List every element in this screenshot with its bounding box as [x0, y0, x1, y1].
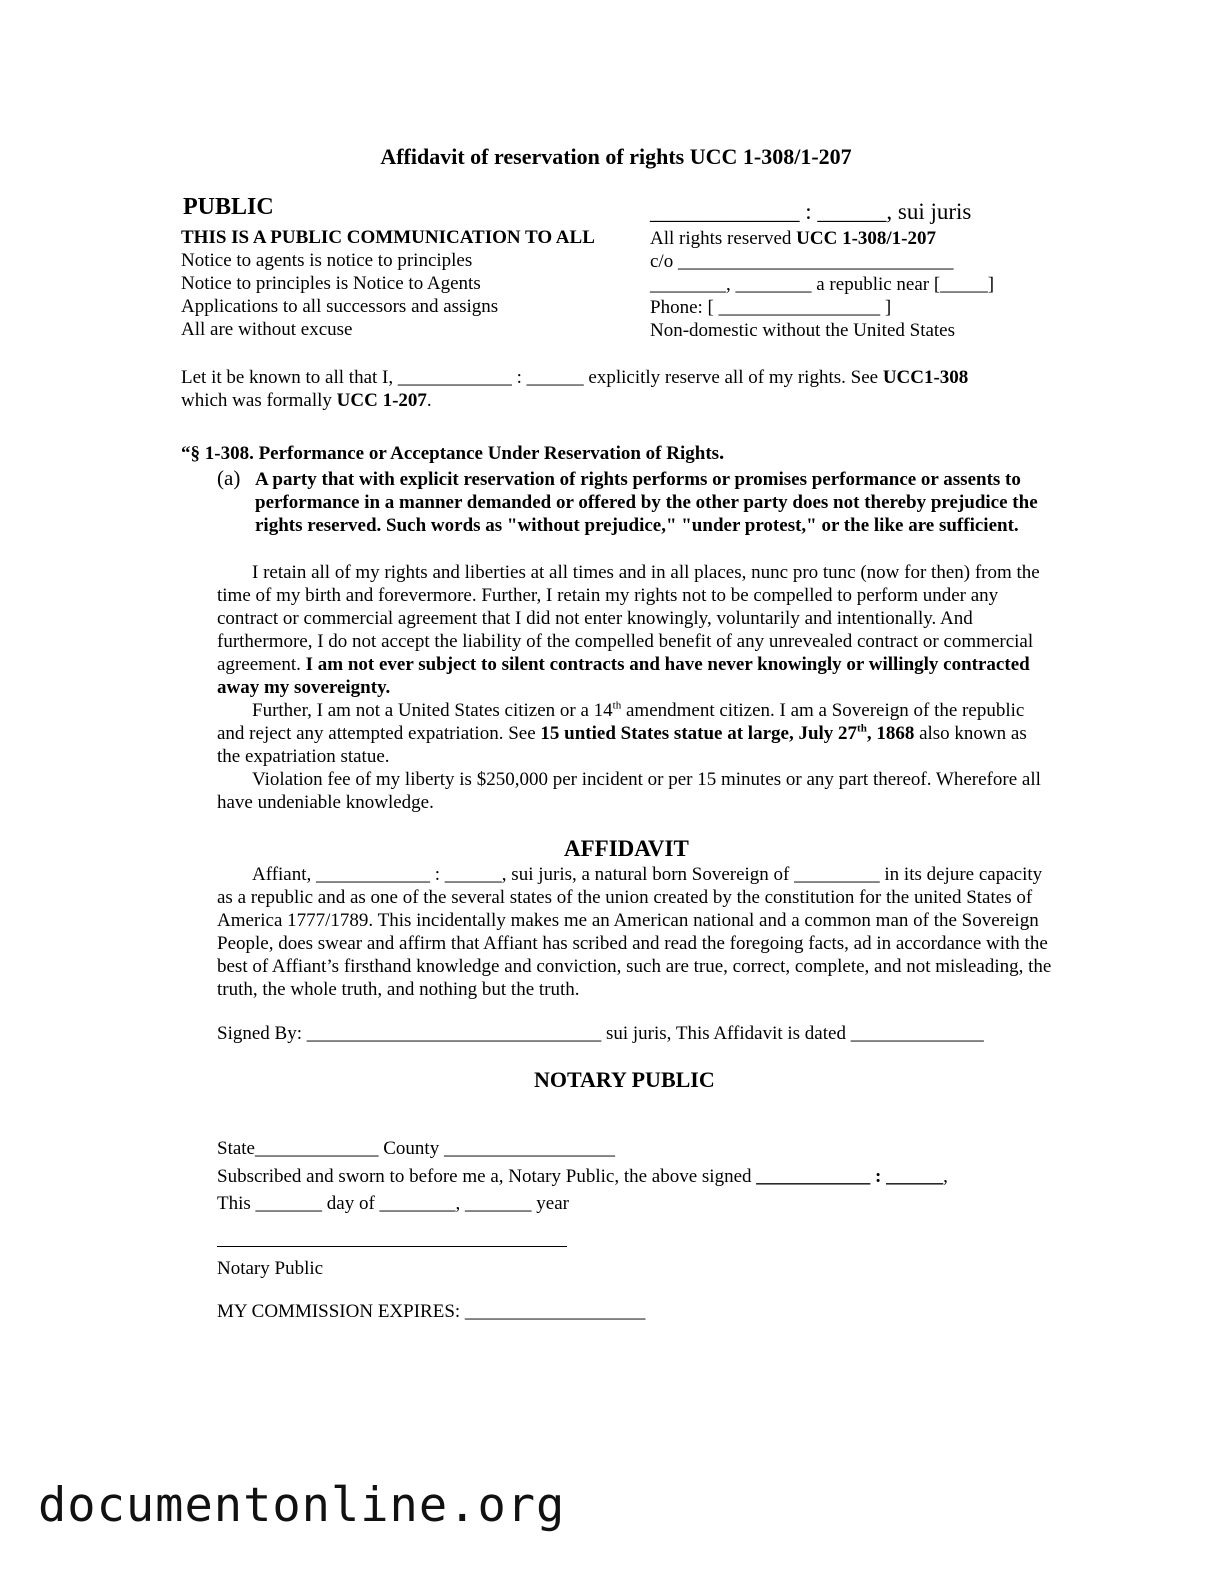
phone-line: Phone: [ _________________ ] [650, 297, 892, 318]
document-title: Affidavit of reservation of rights UCC 1-308/1-207 [380, 144, 852, 169]
address-block [650, 227, 994, 342]
subscribed-text: Subscribed and sworn to before me a, Notary Public, the above signed [217, 1166, 757, 1187]
ucc-1207-ref: UCC 1-207 [336, 390, 427, 411]
affidavit-body [217, 863, 1052, 1001]
citizenship-text-3: also known as the expatriation statue. [217, 723, 1027, 767]
date-line: This _______ day of ________, _______ year [217, 1193, 569, 1214]
let-known-paragraph [181, 366, 968, 412]
let-known-line-2 [181, 389, 968, 412]
name-sui-juris-line: _____________ : ______, sui juris [650, 199, 972, 224]
let-known-line-1 [181, 366, 968, 389]
notary-heading: NOTARY PUBLIC [534, 1067, 715, 1092]
site-watermark: documentonline.org [38, 1478, 566, 1533]
rights-ucc: UCC 1-308/1-207 [796, 228, 937, 249]
subscribed-name-blank: ____________ : ______ [756, 1166, 944, 1187]
subsection-a-text: A party that with explicit reservation of rights performs or promises performance or assents to performance in a manner demanded or offered by the other party does not thereby prejudice the rights reserved. Such words as "without prejudice," "under protest," or the like are sufficient. [255, 469, 1038, 536]
notary-signature-line [217, 1246, 567, 1247]
notices-heading: THIS IS A PUBLIC COMMUNICATION TO ALL [181, 227, 595, 248]
rights-reserved-line [650, 227, 994, 250]
subscribed-line [217, 1165, 948, 1188]
period: . [426, 390, 432, 411]
notice-line: Notice to agents is notice to principles [181, 250, 473, 271]
care-of-line: c/o _____________________________ [650, 251, 954, 272]
violation-fee-paragraph: Violation fee of my liberty is $250,000 per incident or per 15 minutes or any part thereof. Wherefore all have undeniable knowledge. [217, 769, 1041, 813]
affidavit-heading: AFFIDAVIT [564, 836, 689, 861]
affidavit-text: Affiant, ____________ : ______, sui juris, a natural born Sovereign of _________ in its dejure capacity as a republic and as one of the several states of the union created by the constitution for the united States of America 1777/1789. This incidentally makes me an American national and a common man of the Sovereign People, does swear and affirm that Affiant has scribed and read the foregoing facts, ad in accordance with the best of Affiant’s firsthand knowledge and conviction, such are true, correct, complete, and not misleading, the truth, the whole truth, and nothing but the truth. [217, 864, 1052, 1000]
let-known-text: Let it be known to all that I, ____________ : ______ explicitly reserve all of my rights. See [181, 367, 883, 388]
section-heading-text: “§ 1-308. Performance or Acceptance Under Reservation of Rights [181, 443, 720, 464]
public-label: PUBLIC [183, 194, 274, 220]
notary-public-label: Notary Public [217, 1258, 324, 1279]
statute-reference [540, 723, 914, 744]
formerly-text: which was formally [181, 390, 337, 411]
notice-line: Applications to all successors and assigns [181, 296, 499, 317]
section-heading-dot: . [719, 440, 725, 464]
subscribed-comma: , [943, 1166, 948, 1187]
ucc-1308-ref: UCC1-308 [882, 367, 969, 388]
citizenship-text-2: amendment citizen. I am a Sovereign of the republic and reject any attempted expatriation. See [217, 700, 1025, 744]
superscript: th [857, 722, 867, 735]
rights-prefix: All rights reserved [650, 228, 797, 249]
silent-contracts-statement: I am not ever subject to silent contracts and have never knowingly or willingly contracted away my sovereignty. [217, 654, 1030, 698]
retain-rights-paragraph [217, 561, 1047, 699]
notice-line: All are without excuse [181, 319, 353, 340]
citizenship-text: Further, I am not a United States citizen or a 14 [252, 700, 613, 721]
state-county-line: State_____________ County __________________ [217, 1138, 615, 1159]
republic-line: ________, ________ a republic near [_____] [650, 274, 995, 295]
statute-year: , 1868 [866, 723, 915, 744]
subsection-a-label: (a) [217, 466, 241, 490]
commission-expires-line: MY COMMISSION EXPIRES: ___________________ [217, 1301, 646, 1322]
notices-block [181, 226, 595, 341]
section-heading [181, 441, 724, 465]
superscript: th [612, 699, 622, 712]
rights-statement [217, 561, 1047, 814]
non-domestic-line: Non-domestic without the United States [650, 320, 956, 341]
citizenship-paragraph [217, 699, 1047, 768]
retain-rights-text: I retain all of my rights and liberties at all times and in all places, nunc pro tunc (now for then) from the time of my birth and forevermore. Further, I retain my rights not to be compelled to perform under any contract or commercial agreement that I did not enter knowingly, voluntarily and intentionally. And furthermore, I do not accept the liability of the compelled benefit of any unrevealed contract or commercial agreement. [217, 562, 1040, 675]
statute-text: 15 untied States statue at large, July 27 [540, 723, 858, 744]
notice-line: Notice to principles is Notice to Agents [181, 273, 481, 294]
signed-by-line: Signed By: _______________________________ sui juris, This Affidavit is dated ______________ [217, 1023, 984, 1044]
